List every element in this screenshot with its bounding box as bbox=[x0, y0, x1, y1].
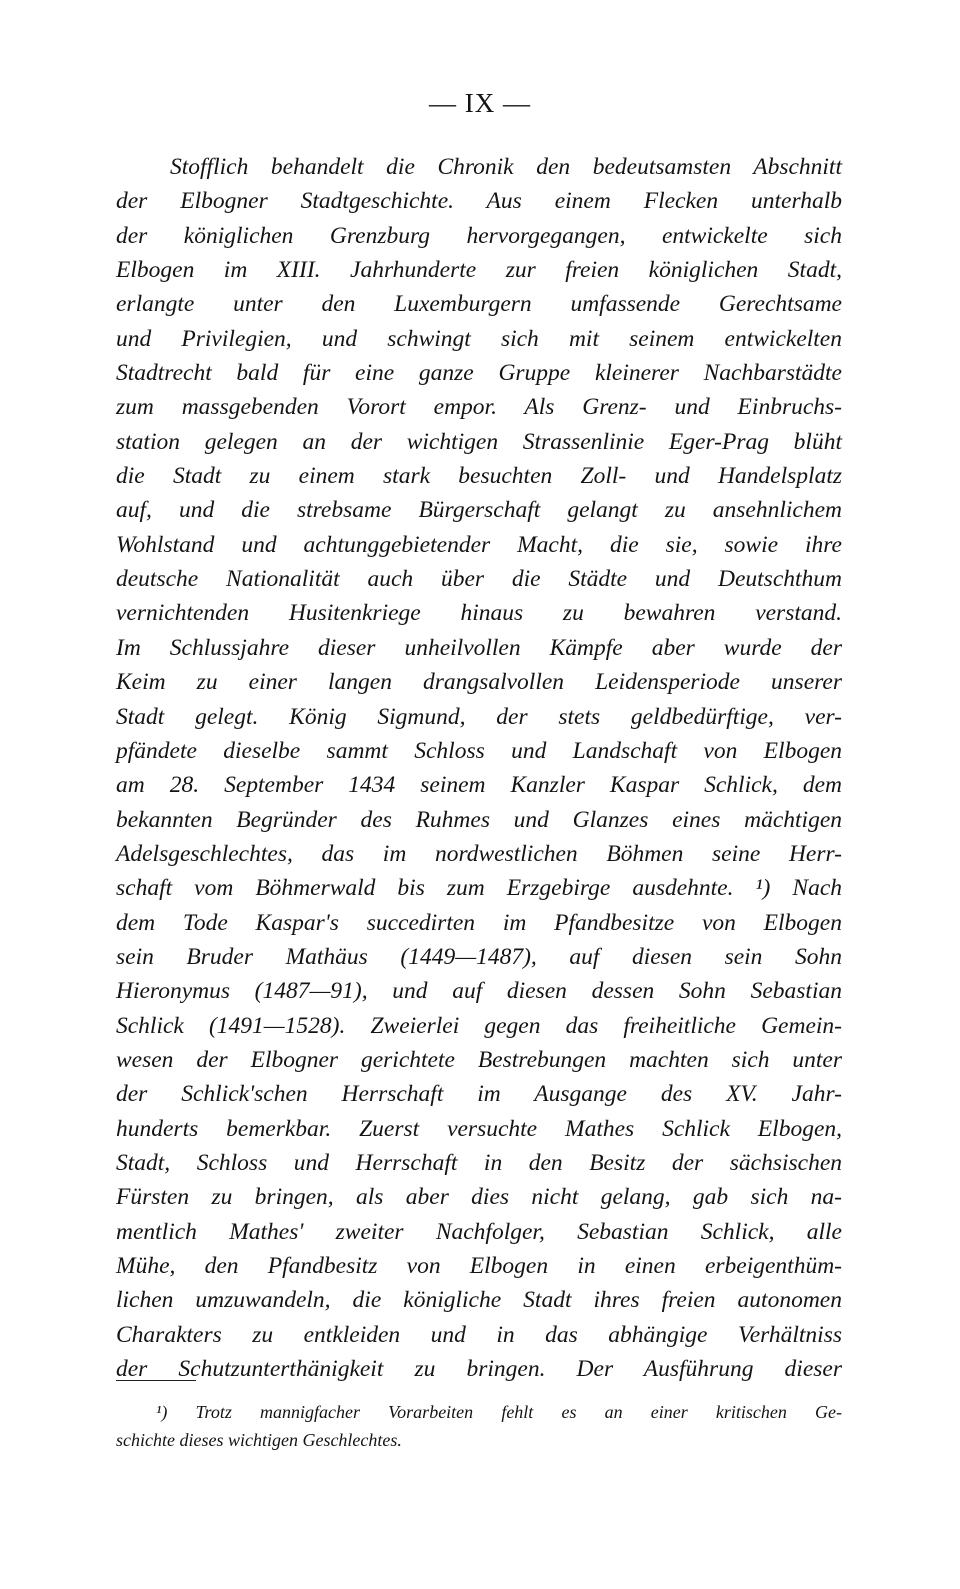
body-line: mentlich Mathes' zweiter Nachfolger, Sebastian Schlick, alle bbox=[116, 1218, 842, 1245]
footnotes bbox=[116, 1398, 842, 1454]
body-line: lichen umzuwandeln, die königliche Stadt ihres freien autonomen bbox=[116, 1287, 842, 1314]
body-line: zum massgebenden Vorort empor. Als Grenz- und Einbruchs- bbox=[116, 394, 842, 421]
body-line: wesen der Elbogner gerichtete Bestrebungen machten sich unter bbox=[116, 1046, 842, 1073]
footnote-line: schichte dieses wichtigen Geschlechtes. bbox=[116, 1430, 402, 1450]
body-line: der Schutzunterthänigkeit zu bringen. Der Ausführung dieser bbox=[116, 1356, 842, 1383]
body-line: Stadtrecht bald für eine ganze Gruppe kleinerer Nachbarstädte bbox=[116, 360, 842, 387]
body-line: und Privilegien, und schwingt sich mit seinem entwickelten bbox=[116, 325, 842, 352]
body-line: Fürsten zu bringen, als aber dies nicht gelang, gab sich na- bbox=[116, 1184, 842, 1211]
body-line: Stadt, Schloss und Herrschaft in den Besitz der sächsischen bbox=[116, 1149, 842, 1176]
body-line: der königlichen Grenzburg hervorgegangen, entwickelte sich bbox=[116, 222, 842, 249]
footnote-separator bbox=[116, 1380, 196, 1381]
body-line: der Elbogner Stadtgeschichte. Aus einem Flecken unterhalb bbox=[116, 188, 842, 215]
body-line: station gelegen an der wichtigen Strassenlinie Eger-Prag blüht bbox=[116, 428, 842, 455]
body-line: bekannten Begründer des Ruhmes und Glanzes eines mächtigen bbox=[116, 806, 842, 833]
body-line: hunderts bemerkbar. Zuerst versuchte Mathes Schlick Elbogen, bbox=[116, 1115, 842, 1142]
body-line: deutsche Nationalität auch über die Städte und Deutschthum bbox=[116, 566, 842, 593]
body-line: auf, und die strebsame Bürgerschaft gelangt zu ansehnlichem bbox=[116, 497, 842, 524]
body-line: Stofflich behandelt die Chronik den bedeutsamsten Abschnitt bbox=[170, 154, 842, 180]
body-line: vernichtenden Husitenkriege hinaus zu bewahren verstand. bbox=[116, 600, 842, 627]
body-line: Stadt gelegt. König Sigmund, der stets geldbedürftige, ver- bbox=[116, 703, 842, 730]
body-line: die Stadt zu einem stark besuchten Zoll- und Handelsplatz bbox=[116, 463, 842, 490]
body-line: Mühe, den Pfandbesitz von Elbogen in einen erbeigenthüm- bbox=[116, 1253, 842, 1279]
body-line: Adelsgeschlechtes, das im nordwestlichen Böhmen seine Herr- bbox=[116, 840, 842, 867]
body-line: Schlick (1491—1528). Zweierlei gegen das freiheitliche Gemein- bbox=[116, 1012, 842, 1039]
page-number: — IX — bbox=[429, 88, 531, 118]
body-line: Hieronymus (1487—91), und auf diesen dessen Sohn Sebastian bbox=[116, 978, 842, 1005]
body-line: Im Schlussjahre dieser unheilvollen Kämpfe aber wurde der bbox=[116, 634, 842, 661]
body-line: Wohlstand und achtunggebietender Macht, die sie, sowie ihre bbox=[116, 531, 842, 558]
body-line: dem Tode Kaspar's succedirten im Pfandbesitze von Elbogen bbox=[116, 909, 842, 936]
body-line: Elbogen im XIII. Jahrhunderte zur freien königlichen Stadt, bbox=[116, 257, 842, 284]
body-line: erlangte unter den Luxemburgern umfassende Gerechtsame bbox=[116, 291, 842, 318]
footnote-line: ¹) Trotz mannigfacher Vorarbeiten fehlt es an einer kritischen Ge- bbox=[156, 1402, 842, 1422]
body-line: Keim zu einer langen drangsalvollen Leidensperiode unserer bbox=[116, 669, 842, 696]
body-line: schaft vom Böhmerwald bis zum Erzgebirge ausdehnte. ¹) Nach bbox=[116, 875, 842, 902]
body-line: am 28. September 1434 seinem Kanzler Kaspar Schlick, dem bbox=[116, 772, 842, 799]
body-line: pfändete dieselbe sammt Schloss und Landschaft von Elbogen bbox=[116, 737, 842, 764]
body-line: sein Bruder Mathäus (1449—1487), auf diesen sein Sohn bbox=[116, 943, 842, 970]
body-line: der Schlick'schen Herrschaft im Ausgange des XV. Jahr- bbox=[116, 1081, 842, 1108]
body-line: Charakters zu entkleiden und in das abhängige Verhältniss bbox=[116, 1321, 842, 1348]
body-text bbox=[116, 150, 842, 1386]
